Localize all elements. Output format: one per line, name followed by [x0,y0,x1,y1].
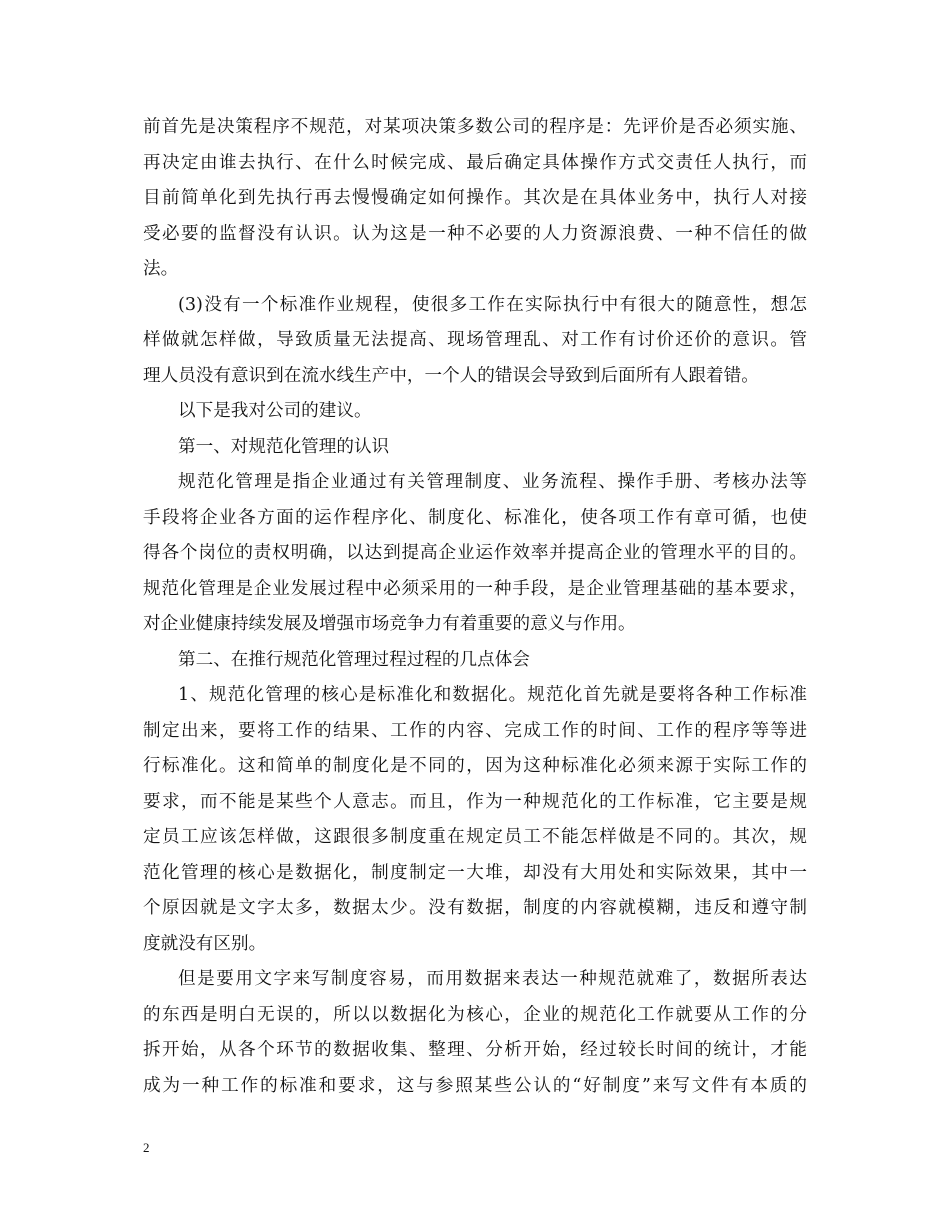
text-line: 得各个岗位的责权明确，以达到提高企业运作效率并提高企业的管理水平的目的。 [143,543,807,563]
text-line: 但是要用文字来写制度容易，而用数据来表达一种规范就难了，数据所表达 [178,969,807,989]
text-line: 前首先是决策程序不规范，对某项决策多数公司的程序是：先评价是否必须实施、 [143,117,807,137]
text-line: 再决定由谁去执行、在什么时候完成、最后确定具体操作方式交责任人执行，而 [143,152,807,173]
page-number: 2 [143,1140,150,1155]
text-line: 制定出来，要将工作的结果、工作的内容、完成工作的时间、工作的程序等等进 [143,720,807,741]
text-line: 规范化管理是指企业通过有关管理制度、业务流程、操作手册、考核办法等 [178,472,807,492]
text-line: 手段将企业各方面的运作程序化、制度化、标准化，使各项工作有章可循，也使 [143,507,807,528]
text-line: 度就没有区别。 [143,933,267,954]
text-line: 第一、对规范化管理的认识 [178,436,390,457]
text-line: 个原因就是文字太多，数据太少。没有数据，制度的内容就模糊，违反和遵守制 [143,898,807,918]
text-line: 法。 [143,259,179,279]
text-line: 对企业健康持续发展及增强市场竞争力有着重要的意义与作用。 [143,614,636,634]
text-line: 成为一种工作的标准和要求，这与参照某些公认的“好制度”来写文件有本质的 [143,1075,807,1096]
text-line: (3)没有一个标准作业规程，使很多工作在实际执行中有很大的随意性，想怎 [178,294,807,315]
text-line: 的东西是明白无误的，所以以数据化为核心，企业的规范化工作就要从工作的分 [143,1004,807,1025]
text-line: 目前简单化到先执行再去慢慢确定如何操作。其次是在具体业务中，执行人对接 [143,188,807,208]
document-body [143,110,807,1104]
text-line: 拆开始，从各个环节的数据收集、整理、分析开始，经过较长时间的统计，才能 [143,1040,807,1060]
text-line: 要求，而不能是某些个人意志。而且，作为一种规范化的工作标准，它主要是规 [143,791,807,812]
text-line: 范化管理的核心是数据化，制度制定一大堆，却没有大用处和实际效果，其中一 [143,862,807,883]
text-line: 行标准化。这和简单的制度化是不同的，因为这种标准化必须来源于实际工作的 [143,756,807,776]
text-line: 理人员没有意识到在流水线生产中，一个人的错误会导致到后面所有人跟着错。 [143,365,759,386]
text-line: 定员工应该怎样做，这跟很多制度重在规定员工不能怎样做是不同的。其次，规 [143,827,807,847]
text-line: 以下是我对公司的建议。 [178,401,372,421]
text-line: 受必要的监督没有认识。认为这是一种不必要的人力资源浪费、一种不信任的做 [143,223,807,244]
text-line: 规范化管理是企业发展过程中必须采用的一种手段，是企业管理基础的基本要求， [143,578,807,599]
text-line: 1、规范化管理的核心是标准化和数据化。规范化首先就是要将各种工作标准 [178,685,807,705]
text-line: 样做就怎样做，导致质量无法提高、现场管理乱、对工作有讨价还价的意识。管 [143,330,807,350]
text-line: 第二、在推行规范化管理过程过程的几点体会 [178,649,530,670]
